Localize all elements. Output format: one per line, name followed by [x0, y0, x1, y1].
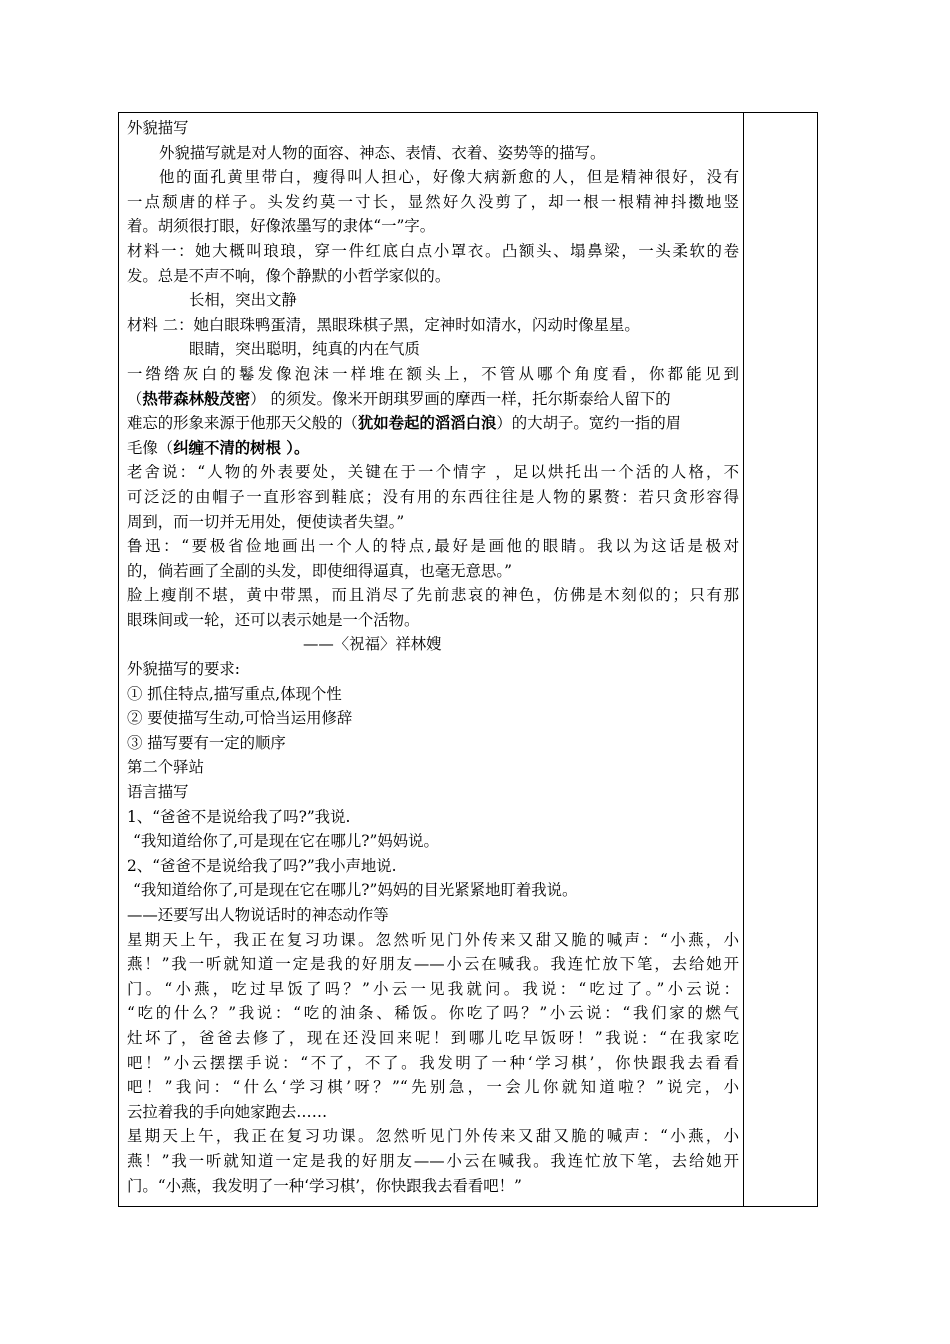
- laoshe-quote-line: 周到，而一切并无用处，便使读者失望。”: [127, 512, 405, 531]
- speech-example-line: 1、“爸爸不是说给我了吗?”我说.: [127, 807, 351, 826]
- laoshe-quote-line: 老舍说：“人物的外表要处，关键在于一个情字 ，足以烘托出一个活的人格，不: [127, 463, 739, 482]
- story-line: 吧！”我问：“什么‘学习棋’呀？”“先别急，一会儿你就知道啦？”说完，小: [127, 1078, 739, 1097]
- story-line: 门。“小燕，我发明了一种‘学习棋’，你快跟我去看看吧！”: [127, 1176, 522, 1195]
- story-line: 灶坏了，爸爸去修了，现在还没回来呢！到哪儿吃早饭呀！”我说：“在我家吃: [127, 1028, 739, 1047]
- speech-note: ——还要写出人物说话时的神态动作等: [127, 906, 389, 924]
- story-line: 吧！”小云摆摆手说：“不了，不了。我发明了一种‘学习棋’，你快跟我去看看: [127, 1053, 739, 1072]
- requirement-item: ③ 描写要有一定的顺序: [127, 733, 286, 752]
- tolstoy-line: [127, 436, 739, 461]
- text-fragment: 毛像（: [127, 438, 174, 457]
- bold-phrase: 纠缠不清的树根 ）。: [173, 438, 310, 457]
- section-heading-appearance: 外貌描写: [127, 119, 189, 137]
- column-divider: [743, 113, 744, 1206]
- text-fragment: 难忘的形象来源于他那天父般的（: [127, 414, 358, 433]
- definition-paragraph: 外貌描写就是对人物的面容、神态、表情、衣着、姿势等的描写。: [159, 143, 606, 162]
- story-line: 星期天上午，我正在复习功课。忽然听见门外传来又甜又脆的喊声：“小燕，小: [127, 930, 739, 949]
- material-one-line: 材料一：她大概叫琅琅，穿一件红底白点小罩衣。凸额头、塌鼻梁，一头柔软的卷: [127, 241, 739, 260]
- material-two-line: 材料 二：她白眼珠鸭蛋清，黑眼珠棋子黑，定神时如清水，闪动时像星星。: [127, 315, 640, 334]
- text-fragment: ）的大胡子。宽约一指的眉: [496, 414, 682, 433]
- story-line: 燕！”我一听就知道一定是我的好朋友——小云在喊我。我连忙放下笔，去给她开: [127, 955, 739, 974]
- story-line: “吃的什么？”我说：“吃的油条、稀饭。你吃了吗？”小云说：“我们家的燃气: [127, 1004, 739, 1023]
- material-one-line: 发。总是不声不响，像个静默的小哲学家似的。: [127, 266, 451, 285]
- requirements-heading: 外貌描写的要求:: [127, 660, 240, 679]
- tolstoy-line: 一绺绺灰白的鬈发像泡沫一样堆在额头上，不管从哪个角度看，你都能见到: [127, 364, 739, 383]
- luxun-quote-line: 鲁迅：“要极省俭地画出一个人的特点,最好是画他的眼睛。我以为这话是极对: [127, 537, 739, 556]
- story-line: 门。“小燕，吃过早饭了吗？”小云一见我就问。我说：“吃过了。”小云说：: [127, 979, 739, 998]
- story-line: 云拉着我的手向她家跑去……: [127, 1102, 328, 1121]
- speech-example-line: 2、“爸爸不是说给我了吗?”我小声地说.: [127, 856, 397, 875]
- speech-example-line: “我知道给你了,可是现在它在哪儿?”妈妈说。: [133, 832, 439, 851]
- story-line: 星期天上午，我正在复习功课。忽然听见门外传来又甜又脆的喊声：“小燕，小: [127, 1127, 739, 1146]
- requirement-item: ② 要使描写生动,可恰当运用修辞: [127, 709, 353, 728]
- bold-phrase: 犹如卷起的滔滔白浪: [357, 414, 497, 433]
- lesson-table: [118, 112, 818, 1207]
- example-line: 着。胡须很打眼，好像浓墨写的隶体“一”字。: [127, 217, 436, 236]
- tolstoy-line: [127, 411, 739, 436]
- lesson-content: [127, 116, 739, 1198]
- xianglinsao-line: 脸上瘦削不堪，黄中带黑，而且消尽了先前悲哀的神色，仿佛是木刻似的；只有那: [127, 586, 739, 605]
- tolstoy-line: [127, 387, 739, 412]
- station-heading: 第二个驿站: [127, 758, 204, 777]
- section-heading-speech: 语言描写: [127, 783, 189, 802]
- text-fragment: （: [127, 389, 143, 408]
- bold-phrase: 热带森林般茂密: [142, 389, 251, 408]
- example-line: 一点颓唐的样子。头发约莫一寸长，显然好久没剪了，却一根一根精神抖擞地竖: [127, 192, 739, 211]
- text-fragment: ） 的须发。像米开朗琪罗画的摩西一样，托尔斯泰给人留下的: [250, 389, 671, 408]
- material-one-note: 长相，突出文静: [189, 291, 297, 310]
- story-line: 燕！”我一听就知道一定是我的好朋友——小云在喊我。我连忙放下笔，去给她开: [127, 1151, 739, 1170]
- speech-example-line: “我知道给你了,可是现在它在哪儿?”妈妈的目光紧紧地盯着我说。: [133, 881, 578, 900]
- xianglinsao-line: 眼珠间或一轮，还可以表示她是一个活物。: [127, 610, 420, 629]
- laoshe-quote-line: 可泛泛的由帽子一直形容到鞋底；没有用的东西往往是人物的累赘：若只贪形容得: [127, 487, 739, 506]
- source-attribution: ——〈祝福〉祥林嫂: [303, 635, 442, 654]
- requirement-item: ① 抓住特点,描写重点,体现个性: [127, 684, 342, 703]
- material-two-note: 眼睛，突出聪明，纯真的内在气质: [189, 340, 420, 359]
- luxun-quote-line: 的，倘若画了全副的头发，即使细得逼真，也毫无意思。”: [127, 561, 512, 580]
- example-line: 他的面孔黄里带白，瘦得叫人担心，好像大病新愈的人，但是精神很好，没有: [159, 168, 739, 187]
